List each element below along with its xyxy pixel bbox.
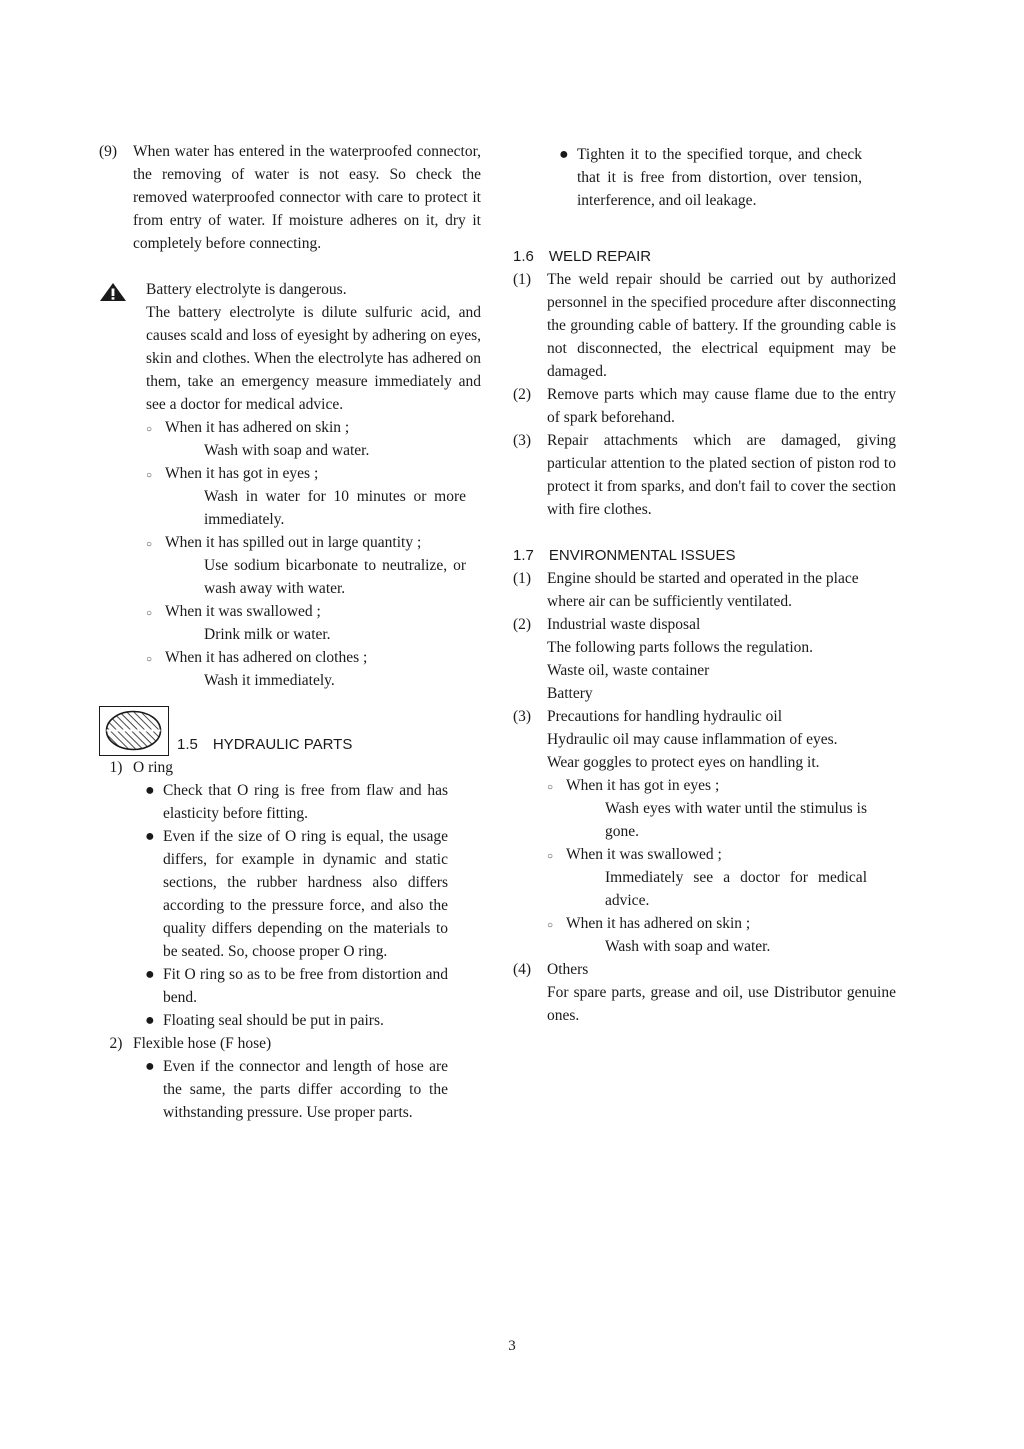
bullet-icon: ● <box>559 146 569 163</box>
right-column <box>513 143 896 1027</box>
case-condition: When it was swallowed ; <box>165 603 321 620</box>
page-number: 3 <box>508 1338 516 1354</box>
circle-marker-icon: ○ <box>146 608 153 619</box>
weld-item: (3) Repair attachments which are damaged, giving particular attention to the plated section of piston rod to protect it from sparks, and don't fail to cover the section with fire clothes. <box>513 432 896 518</box>
circle-marker-icon: ○ <box>547 920 554 931</box>
weld-repair-heading: 1.6 WELD REPAIR <box>513 248 652 265</box>
hydraulic-item-1 <box>99 756 481 1032</box>
bullet-item: ● Check that O ring is free from flaw and has elasticity before fitting. <box>145 779 448 825</box>
left-column <box>99 140 481 1124</box>
item-9 <box>99 140 481 255</box>
bullet-item: ● Floating seal should be put in pairs. <box>145 1009 448 1032</box>
hydraulic-item-2 <box>99 1032 481 1124</box>
circle-marker-icon: ○ <box>146 539 153 550</box>
hydraulic-item-2-number: 2) <box>109 1035 123 1052</box>
case-action: Wash with soap and water. <box>204 442 370 459</box>
case-condition: When it has adhered on clothes ; <box>165 649 368 666</box>
case-condition: When it has spilled out in large quantity ; <box>165 534 422 551</box>
weld-item: (1) The weld repair should be carried out by authorized personnel in the specified procedure after disconnecting the grounding cable of battery. If the grounding cable is not disconnected, the electrical equipment may be damaged. <box>513 271 896 380</box>
oil-case: ○ When it has got in eyes ; Wash eyes with water until the stimulus is gone. <box>547 774 896 843</box>
tighten-bullet: ● Tighten it to the specified torque, and check that it is free from distortion, over tension, interference, and oil leakage. <box>513 143 862 212</box>
bullet-icon: ● <box>145 828 155 845</box>
circle-marker-icon: ○ <box>146 654 153 665</box>
env-item-2: (2) Industrial waste disposal The following parts follows the regulation. Waste oil, waste container Battery <box>513 616 814 702</box>
circle-marker-icon: ○ <box>547 851 554 862</box>
case-action: Wash in water for 10 minutes or more immediately. <box>204 488 466 528</box>
battery-case <box>146 646 481 692</box>
case-condition: When it has got in eyes ; <box>165 465 319 482</box>
battery-heading: Battery electrolyte is dangerous. <box>146 281 347 298</box>
case-action: Use sodium bicarbonate to neutralize, or wash away with water. <box>204 557 466 597</box>
o-ring-icon <box>100 707 167 754</box>
environmental-issues-heading: 1.7 ENVIRONMENTAL ISSUES <box>513 547 736 564</box>
circle-marker-icon: ○ <box>146 424 153 435</box>
battery-case <box>146 416 481 462</box>
weld-item: (2) Remove parts which may cause flame due to the entry of spark beforehand. <box>513 386 896 426</box>
circle-marker-icon: ○ <box>146 470 153 481</box>
bullet-item: ● Even if the connector and length of hose are the same, the parts differ according to the withstanding pressure. Use proper parts. <box>145 1055 448 1124</box>
battery-text: The battery electrolyte is dilute sulfuric acid, and causes scald and loss of eyesight by adhering on eyes, skin and clothes. When the electrolyte has adhered on them, take an emergency measure immediately and see a doctor for medical advice. <box>146 304 481 413</box>
item-9-number: (9) <box>99 143 118 160</box>
bullet-item: ● Even if the size of O ring is equal, the usage differs, for example in dynamic and static sections, the rubber hardness also differs according to the pressure force, and also the quality differs depending on the materials to be seated. So, choose proper O ring. <box>145 825 448 963</box>
bullet-icon: ● <box>145 1058 155 1075</box>
battery-warning <box>99 278 481 692</box>
env-item-3: (3) Precautions for handling hydraulic oil Hydraulic oil may cause inflammation of eyes. Wear goggles to protect eyes on handling it. ○ When it has got in eyes ; Wash eyes with water until the stimulus is gone. ○ When it was swallowed ; Immediately see a doctor for medical advice. ○ When it has adhered on skin ; Wash with soap and water. <box>513 705 896 958</box>
battery-case <box>146 531 481 600</box>
hydraulic-parts-heading: 1.5 HYDRAULIC PARTS <box>177 736 353 753</box>
battery-case <box>146 600 481 646</box>
env-item-4: (4) Others For spare parts, grease and oil, use Distributor genuine ones. <box>513 961 896 1024</box>
env-item-1: (1) Engine should be started and operated in the place where air can be sufficiently ventilated. <box>513 570 859 610</box>
hydraulic-parts-header <box>99 706 481 756</box>
hydraulic-item-2-title: Flexible hose (F hose) <box>133 1035 272 1052</box>
oil-case: ○ When it has adhered on skin ; Wash with soap and water. <box>547 912 896 958</box>
battery-case <box>146 462 481 531</box>
warning-icon <box>99 282 127 302</box>
hydraulic-item-1-title: O ring <box>133 759 174 776</box>
circle-marker-icon: ○ <box>547 782 554 793</box>
item-9-text: When water has entered in the waterproofed connector, the removing of water is not easy. So check the removed waterproofed connector with care to protect it from entry of water. If moisture adheres on it, dry it completely before connecting. <box>133 143 481 252</box>
bullet-item: ● Fit O ring so as to be free from distortion and bend. <box>145 963 448 1009</box>
case-action: Wash it immediately. <box>204 672 335 689</box>
bullet-icon: ● <box>145 782 155 799</box>
hydraulic-item-1-number: 1) <box>109 759 123 776</box>
oil-case: ○ When it was swallowed ; Immediately see a doctor for medical advice. <box>547 843 896 912</box>
case-action: Drink milk or water. <box>204 626 331 643</box>
bullet-icon: ● <box>145 1012 155 1029</box>
bullet-icon: ● <box>145 966 155 983</box>
case-condition: When it has adhered on skin ; <box>165 419 350 436</box>
